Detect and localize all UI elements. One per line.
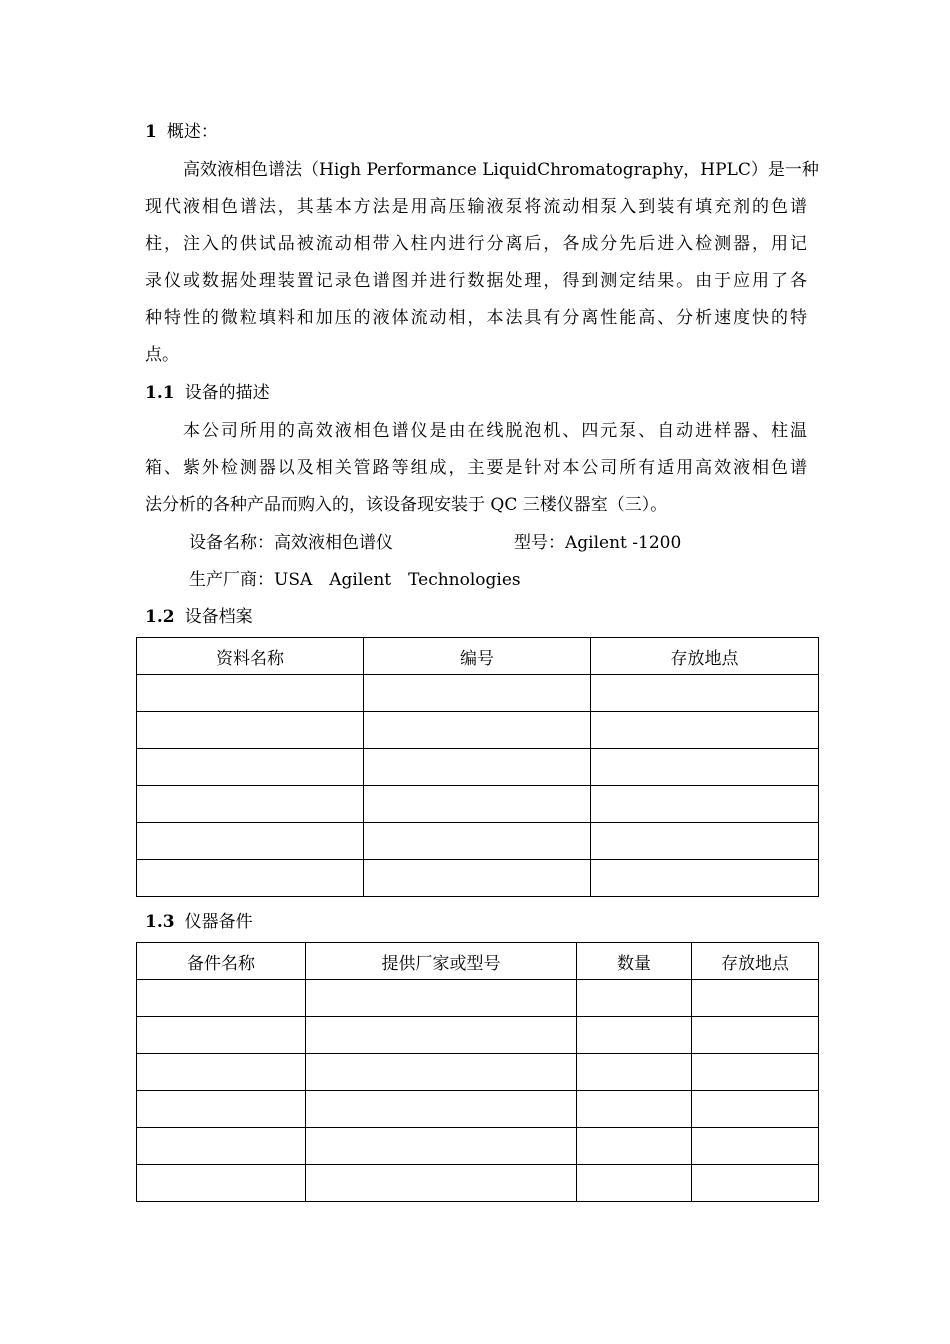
intro-line: 现代液相色谱法，其基本方法是用高压输液泵将流动相泵入到装有填充剂的色谱 — [145, 197, 807, 217]
section-title: 仪器备件 — [184, 912, 253, 932]
section-title: 设备档案 — [184, 607, 253, 627]
table-row — [137, 823, 819, 860]
table-cell — [364, 712, 591, 749]
table-cell — [577, 1017, 692, 1054]
table-row — [137, 980, 819, 1017]
intro-line: 高效液相色谱法（High Performance LiquidChromatography，HPLC）是一种 — [183, 160, 819, 180]
device-model: 型号：Agilent -1200 — [514, 533, 682, 553]
section-number: 1 — [145, 122, 157, 142]
table-row — [137, 1054, 819, 1091]
description-line: 箱、紫外检测器以及相关管路等组成，主要是针对本公司所有适用高效液相色谱 — [145, 458, 807, 478]
table-cell — [577, 1165, 692, 1202]
table-cell — [692, 980, 819, 1017]
table-header-row — [137, 943, 819, 980]
column-header: 提供厂家或型号 — [306, 943, 577, 980]
table-row — [137, 1091, 819, 1128]
column-header: 资料名称 — [137, 638, 364, 675]
table-row — [137, 1128, 819, 1165]
table-cell — [364, 749, 591, 786]
table-cell — [692, 1091, 819, 1128]
device-manufacturer: 生产厂商：USA Agilent Technologies — [189, 570, 521, 590]
description-line: 本公司所用的高效液相色谱仪是由在线脱泡机、四元泵、自动进样器、柱温 — [183, 421, 807, 441]
table-header-row — [137, 638, 819, 675]
table-cell — [364, 786, 591, 823]
table-cell — [137, 980, 306, 1017]
column-header: 备件名称 — [137, 943, 306, 980]
column-header: 数量 — [577, 943, 692, 980]
section-1-2-heading — [145, 605, 253, 629]
intro-line: 点。 — [145, 345, 179, 365]
table-cell — [306, 1165, 577, 1202]
table-cell — [137, 1091, 306, 1128]
table-cell — [692, 1128, 819, 1165]
table-cell — [137, 712, 364, 749]
table-cell — [137, 675, 364, 712]
table-cell — [306, 1017, 577, 1054]
table-row — [137, 1017, 819, 1054]
table-cell — [692, 1054, 819, 1091]
section-title: 概述： — [166, 122, 218, 142]
section-1-1-heading — [145, 381, 270, 405]
table-cell — [591, 712, 819, 749]
table-row — [137, 860, 819, 897]
table-row — [137, 1165, 819, 1202]
equipment-records-table — [136, 637, 819, 897]
intro-line: 柱，注入的供试品被流动相带入柱内进行分离后，各成分先后进入检测器，用记 — [145, 234, 807, 254]
table-cell — [591, 675, 819, 712]
table-cell — [591, 823, 819, 860]
section-number: 1.1 — [145, 383, 175, 403]
table-cell — [137, 1054, 306, 1091]
column-header: 编号 — [364, 638, 591, 675]
column-header: 存放地点 — [591, 638, 819, 675]
table-row — [137, 712, 819, 749]
table-cell — [137, 1165, 306, 1202]
section-title: 设备的描述 — [184, 383, 270, 403]
table-cell — [364, 823, 591, 860]
section-1-3-heading — [145, 910, 253, 934]
table-cell — [577, 980, 692, 1017]
table-row — [137, 675, 819, 712]
table-row — [137, 786, 819, 823]
table-cell — [137, 1017, 306, 1054]
table-cell — [692, 1017, 819, 1054]
table-cell — [591, 860, 819, 897]
table-cell — [591, 749, 819, 786]
table-cell — [692, 1165, 819, 1202]
table-cell — [577, 1091, 692, 1128]
intro-line: 录仪或数据处理装置记录色谱图并进行数据处理，得到测定结果。由于应用了各 — [145, 271, 807, 291]
device-name: 设备名称：高效液相色谱仪 — [189, 533, 393, 553]
spare-parts-table — [136, 942, 819, 1202]
section-number: 1.2 — [145, 607, 175, 627]
section-number: 1.3 — [145, 912, 175, 932]
table-cell — [306, 1128, 577, 1165]
table-cell — [306, 980, 577, 1017]
table-cell — [137, 749, 364, 786]
column-header: 存放地点 — [692, 943, 819, 980]
table-cell — [306, 1091, 577, 1128]
description-line: 法分析的各种产品而购入的，该设备现安装于 QC 三楼仪器室（三）。 — [145, 495, 668, 515]
table-cell — [137, 823, 364, 860]
table-cell — [137, 786, 364, 823]
table-cell — [364, 675, 591, 712]
table-cell — [577, 1128, 692, 1165]
table-cell — [306, 1054, 577, 1091]
table-row — [137, 749, 819, 786]
table-cell — [137, 860, 364, 897]
table-cell — [137, 1128, 306, 1165]
intro-line: 种特性的微粒填料和加压的液体流动相，本法具有分离性能高、分析速度快的特 — [145, 308, 807, 328]
section-1-heading — [145, 120, 218, 144]
table-cell — [591, 786, 819, 823]
table-cell — [577, 1054, 692, 1091]
table-cell — [364, 860, 591, 897]
